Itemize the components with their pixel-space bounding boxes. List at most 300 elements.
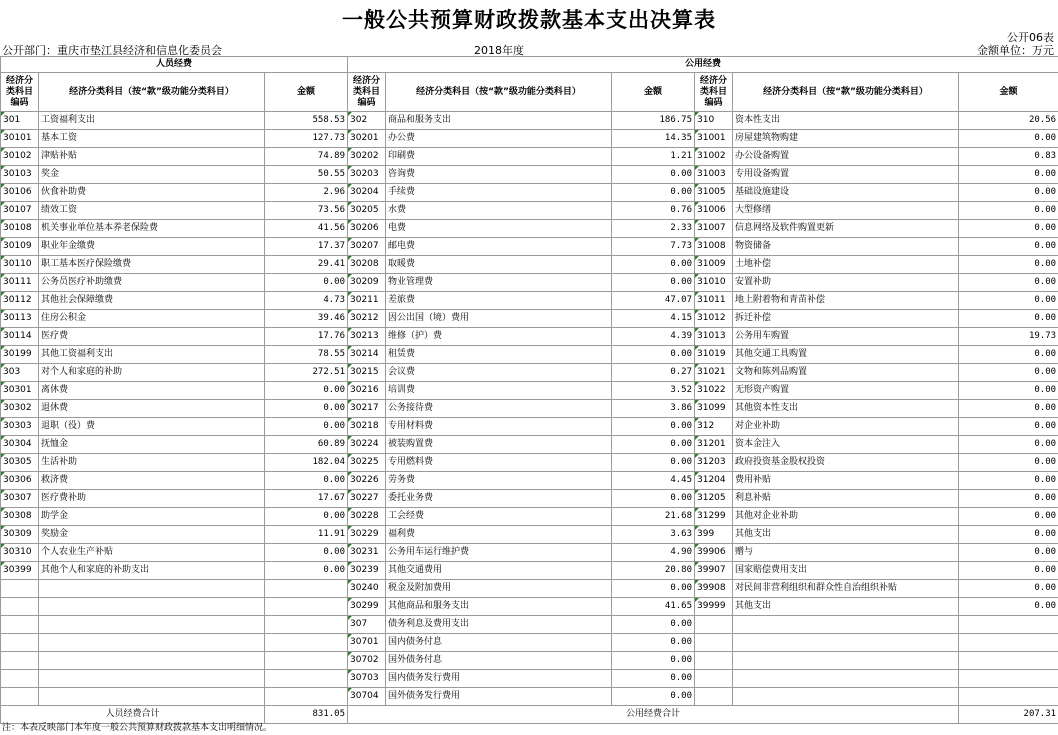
cell-name: 专用设备购置 (733, 166, 959, 184)
cell-name: 地上附着物和青苗补偿 (733, 292, 959, 310)
cell-name: 拆迁补偿 (733, 310, 959, 328)
cell-amount: 0.00 (265, 472, 348, 490)
year-label: 2018年度 (474, 44, 524, 57)
cell-name: 国内债务付息 (386, 634, 612, 652)
cell-amount: 17.76 (265, 328, 348, 346)
cell-code: 30399 (1, 562, 39, 580)
cell-name: 其他资本性支出 (733, 400, 959, 418)
cell-name: 债务利息及费用支出 (386, 616, 612, 634)
cell-name: 差旅费 (386, 292, 612, 310)
cell-name: 物资储备 (733, 238, 959, 256)
cell-amount: 0.00 (959, 526, 1058, 544)
header-amount: 金额 (612, 73, 695, 112)
cell-name: 大型修缮 (733, 202, 959, 220)
cell-amount: 0.00 (612, 184, 695, 202)
cell-code: 30240 (348, 580, 386, 598)
table-row (1, 418, 1058, 436)
cell-amount: 0.00 (959, 220, 1058, 238)
cell-name: 赠与 (733, 544, 959, 562)
cell-amount (265, 634, 348, 652)
cell-code: 30701 (348, 634, 386, 652)
table-row (1, 490, 1058, 508)
cell-amount: 60.89 (265, 436, 348, 454)
cell-code (695, 670, 733, 688)
header-name: 经济分类科目（按“款”级功能分类科目） (39, 73, 265, 112)
cell-amount (265, 580, 348, 598)
cell-code: 30302 (1, 400, 39, 418)
cell-amount: 0.00 (959, 166, 1058, 184)
cell-code (695, 652, 733, 670)
cell-amount: 0.00 (612, 166, 695, 184)
cell-code: 301 (1, 112, 39, 130)
cell-name: 手续费 (386, 184, 612, 202)
cell-code: 31003 (695, 166, 733, 184)
cell-amount: 0.00 (959, 436, 1058, 454)
cell-amount: 41.56 (265, 220, 348, 238)
cell-code: 30103 (1, 166, 39, 184)
cell-code: 30107 (1, 202, 39, 220)
cell-amount: 1.21 (612, 148, 695, 166)
cell-name: 绩效工资 (39, 202, 265, 220)
cell-code: 30215 (348, 364, 386, 382)
cell-code: 30239 (348, 562, 386, 580)
table-row (1, 274, 1058, 292)
cell-name: 其他对企业补助 (733, 508, 959, 526)
table-row (1, 598, 1058, 616)
cell-amount: 0.00 (959, 472, 1058, 490)
cell-name: 机关事业单位基本养老保险费 (39, 220, 265, 238)
table-row (1, 508, 1058, 526)
cell-amount: 17.37 (265, 238, 348, 256)
group-header-row (1, 57, 1058, 73)
table-row (1, 220, 1058, 238)
cell-amount: 0.00 (612, 634, 695, 652)
cell-code: 30212 (348, 310, 386, 328)
cell-name: 文物和陈列品购置 (733, 364, 959, 382)
cell-amount: 17.67 (265, 490, 348, 508)
cell-code: 30231 (348, 544, 386, 562)
cell-name: 政府投资基金股权投资 (733, 454, 959, 472)
cell-amount: 0.00 (959, 598, 1058, 616)
cell-name: 咨询费 (386, 166, 612, 184)
cell-amount: 11.91 (265, 526, 348, 544)
cell-code: 30227 (348, 490, 386, 508)
cell-amount: 21.68 (612, 508, 695, 526)
cell-name: 被装购置费 (386, 436, 612, 454)
cell-code: 30703 (348, 670, 386, 688)
cell-code (1, 670, 39, 688)
cell-code: 30306 (1, 472, 39, 490)
cell-name: 水费 (386, 202, 612, 220)
cell-amount (959, 616, 1058, 634)
cell-amount: 0.00 (265, 274, 348, 292)
header-amount: 金额 (959, 73, 1058, 112)
cell-code: 30113 (1, 310, 39, 328)
table-row (1, 328, 1058, 346)
cell-amount: 20.56 (959, 112, 1058, 130)
cell-amount: 0.00 (265, 544, 348, 562)
table-row (1, 238, 1058, 256)
table-row (1, 364, 1058, 382)
cell-amount: 0.00 (612, 454, 695, 472)
cell-name: 其他个人和家庭的补助支出 (39, 562, 265, 580)
cell-code: 31205 (695, 490, 733, 508)
cell-code: 39999 (695, 598, 733, 616)
cell-amount: 186.75 (612, 112, 695, 130)
cell-code: 30225 (348, 454, 386, 472)
cell-amount: 0.76 (612, 202, 695, 220)
cell-name: 无形资产购置 (733, 382, 959, 400)
cell-name: 国家赔偿费用支出 (733, 562, 959, 580)
cell-name (733, 670, 959, 688)
cell-name (39, 598, 265, 616)
table-number: 公开06表 (1007, 31, 1054, 44)
cell-name (733, 634, 959, 652)
cell-code: 31010 (695, 274, 733, 292)
cell-amount: 78.55 (265, 346, 348, 364)
cell-code (695, 634, 733, 652)
cell-code: 312 (695, 418, 733, 436)
page-title: 一般公共预算财政拨款基本支出决算表 (342, 8, 716, 32)
cell-code: 31203 (695, 454, 733, 472)
cell-name (39, 580, 265, 598)
cell-amount: 0.00 (959, 274, 1058, 292)
cell-code: 31011 (695, 292, 733, 310)
header-code: 经济分类科目编码 (1, 73, 39, 112)
cell-amount: 14.35 (612, 130, 695, 148)
cell-code: 30208 (348, 256, 386, 274)
cell-name: 伙食补助费 (39, 184, 265, 202)
cell-amount: 73.56 (265, 202, 348, 220)
cell-amount: 3.63 (612, 526, 695, 544)
cell-name: 助学金 (39, 508, 265, 526)
cell-amount: 0.00 (959, 130, 1058, 148)
cell-code: 30299 (348, 598, 386, 616)
footnote: 注：本表反映部门本年度一般公共预算财政拨款基本支出明细情况。 (2, 723, 273, 733)
cell-amount: 0.00 (959, 292, 1058, 310)
cell-name: 其他社会保障缴费 (39, 292, 265, 310)
cell-code: 30214 (348, 346, 386, 364)
cell-name (39, 652, 265, 670)
cell-name (733, 688, 959, 706)
cell-amount: 0.27 (612, 364, 695, 382)
cell-name: 公务接待费 (386, 400, 612, 418)
cell-name: 利息补贴 (733, 490, 959, 508)
cell-name: 救济费 (39, 472, 265, 490)
cell-amount (959, 688, 1058, 706)
cell-amount: 0.00 (265, 382, 348, 400)
cell-name: 其他商品和服务支出 (386, 598, 612, 616)
cell-amount: 3.86 (612, 400, 695, 418)
cell-code: 31022 (695, 382, 733, 400)
cell-name: 安置补助 (733, 274, 959, 292)
cell-name: 工资福利支出 (39, 112, 265, 130)
cell-amount: 0.00 (265, 508, 348, 526)
cell-name: 工会经费 (386, 508, 612, 526)
header-code: 经济分类科目编码 (695, 73, 733, 112)
cell-code: 30209 (348, 274, 386, 292)
cell-amount: 0.00 (612, 580, 695, 598)
cell-amount: 20.80 (612, 562, 695, 580)
column-header-row (1, 73, 1058, 112)
cell-name: 会议费 (386, 364, 612, 382)
cell-code: 39907 (695, 562, 733, 580)
cell-code: 31013 (695, 328, 733, 346)
table-row (1, 202, 1058, 220)
cell-name: 国内债务发行费用 (386, 670, 612, 688)
cell-amount: 4.90 (612, 544, 695, 562)
personnel-total-label: 人员经费合计 (1, 706, 265, 724)
cell-code: 31009 (695, 256, 733, 274)
cell-amount: 4.45 (612, 472, 695, 490)
cell-code: 31005 (695, 184, 733, 202)
cell-code: 31099 (695, 400, 733, 418)
cell-code (695, 616, 733, 634)
cell-amount: 4.15 (612, 310, 695, 328)
cell-amount: 0.00 (959, 256, 1058, 274)
cell-name: 委托业务费 (386, 490, 612, 508)
public-total-value: 207.31 (959, 706, 1058, 724)
cell-code: 31299 (695, 508, 733, 526)
cell-code: 30211 (348, 292, 386, 310)
cell-name: 国外债务发行费用 (386, 688, 612, 706)
cell-code: 30110 (1, 256, 39, 274)
table-row (1, 634, 1058, 652)
cell-amount: 0.00 (612, 652, 695, 670)
cell-code: 310 (695, 112, 733, 130)
cell-name: 租赁费 (386, 346, 612, 364)
header-name: 经济分类科目（按“款”级功能分类科目） (733, 73, 959, 112)
cell-code: 30213 (348, 328, 386, 346)
cell-name: 资本金注入 (733, 436, 959, 454)
cell-code: 30308 (1, 508, 39, 526)
cell-name: 住房公积金 (39, 310, 265, 328)
cell-name: 医疗费 (39, 328, 265, 346)
cell-name: 商品和服务支出 (386, 112, 612, 130)
personnel-total-value: 831.05 (265, 706, 348, 724)
cell-name: 劳务费 (386, 472, 612, 490)
table-row (1, 184, 1058, 202)
cell-code: 30304 (1, 436, 39, 454)
cell-name: 房屋建筑物购建 (733, 130, 959, 148)
department-label: 公开部门：重庆市垫江县经济和信息化委员会 (2, 44, 222, 57)
cell-name: 个人农业生产补贴 (39, 544, 265, 562)
cell-amount (265, 670, 348, 688)
cell-name: 医疗费补助 (39, 490, 265, 508)
table-row (1, 310, 1058, 328)
cell-code: 30228 (348, 508, 386, 526)
cell-amount: 0.00 (612, 256, 695, 274)
table-row (1, 670, 1058, 688)
cell-code: 30224 (348, 436, 386, 454)
table-row (1, 472, 1058, 490)
cell-code: 30702 (348, 652, 386, 670)
table-row (1, 400, 1058, 418)
table-row (1, 454, 1058, 472)
cell-code: 302 (348, 112, 386, 130)
cell-code: 30203 (348, 166, 386, 184)
cell-amount: 0.83 (959, 148, 1058, 166)
table-row (1, 580, 1058, 598)
cell-code: 30112 (1, 292, 39, 310)
cell-name: 办公费 (386, 130, 612, 148)
cell-name: 离休费 (39, 382, 265, 400)
cell-code (1, 634, 39, 652)
cell-amount: 0.00 (959, 454, 1058, 472)
table-row (1, 166, 1058, 184)
cell-amount: 0.00 (959, 580, 1058, 598)
cell-code: 30202 (348, 148, 386, 166)
cell-code: 30201 (348, 130, 386, 148)
cell-name: 其他工资福利支出 (39, 346, 265, 364)
cell-name (39, 670, 265, 688)
cell-code: 30217 (348, 400, 386, 418)
cell-code: 30303 (1, 418, 39, 436)
cell-amount (959, 652, 1058, 670)
cell-amount (959, 670, 1058, 688)
cell-name: 职工基本医疗保险缴费 (39, 256, 265, 274)
cell-code: 30108 (1, 220, 39, 238)
group-personnel: 人员经费 (1, 57, 348, 73)
cell-name: 福利费 (386, 526, 612, 544)
table-row (1, 382, 1058, 400)
expenditure-table (0, 56, 1058, 724)
cell-code: 399 (695, 526, 733, 544)
cell-amount: 4.73 (265, 292, 348, 310)
cell-code: 30704 (348, 688, 386, 706)
cell-code: 30307 (1, 490, 39, 508)
table-row (1, 526, 1058, 544)
cell-code (1, 616, 39, 634)
cell-name: 退休费 (39, 400, 265, 418)
cell-name (39, 634, 265, 652)
cell-code: 39908 (695, 580, 733, 598)
cell-code: 30102 (1, 148, 39, 166)
cell-amount: 2.96 (265, 184, 348, 202)
table-row (1, 292, 1058, 310)
cell-code: 31201 (695, 436, 733, 454)
public-total-label: 公用经费合计 (348, 706, 959, 724)
cell-amount: 3.52 (612, 382, 695, 400)
cell-amount: 0.00 (612, 688, 695, 706)
cell-amount: 47.07 (612, 292, 695, 310)
cell-code: 31021 (695, 364, 733, 382)
cell-code: 31002 (695, 148, 733, 166)
cell-name: 物业管理费 (386, 274, 612, 292)
cell-amount: 0.00 (959, 508, 1058, 526)
cell-amount: 0.00 (959, 184, 1058, 202)
cell-code: 31008 (695, 238, 733, 256)
cell-code: 31204 (695, 472, 733, 490)
cell-name: 税金及附加费用 (386, 580, 612, 598)
table-row (1, 562, 1058, 580)
cell-code: 30114 (1, 328, 39, 346)
cell-name: 公务员医疗补助缴费 (39, 274, 265, 292)
cell-amount: 0.00 (265, 400, 348, 418)
cell-amount: 0.00 (959, 382, 1058, 400)
cell-name: 基础设施建设 (733, 184, 959, 202)
cell-name: 抚恤金 (39, 436, 265, 454)
cell-code: 31012 (695, 310, 733, 328)
cell-code: 31019 (695, 346, 733, 364)
cell-name: 奖金 (39, 166, 265, 184)
cell-code: 31007 (695, 220, 733, 238)
table-row (1, 346, 1058, 364)
cell-amount: 127.73 (265, 130, 348, 148)
cell-name: 费用补贴 (733, 472, 959, 490)
header-name: 经济分类科目（按“款”级功能分类科目） (386, 73, 612, 112)
cell-amount: 0.00 (265, 562, 348, 580)
cell-code: 30216 (348, 382, 386, 400)
cell-amount: 0.00 (612, 274, 695, 292)
cell-amount: 0.00 (959, 490, 1058, 508)
cell-amount: 0.00 (612, 616, 695, 634)
cell-code: 30111 (1, 274, 39, 292)
cell-amount: 4.39 (612, 328, 695, 346)
cell-amount: 0.00 (612, 670, 695, 688)
cell-name: 生活补助 (39, 454, 265, 472)
cell-name (39, 616, 265, 634)
cell-name: 信息网络及软件购置更新 (733, 220, 959, 238)
cell-name: 对个人和家庭的补助 (39, 364, 265, 382)
cell-name: 奖励金 (39, 526, 265, 544)
cell-amount (265, 616, 348, 634)
cell-amount: 0.00 (265, 418, 348, 436)
cell-amount: 0.00 (612, 346, 695, 364)
cell-code: 30206 (348, 220, 386, 238)
cell-code: 30218 (348, 418, 386, 436)
unit-label: 金额单位：万元 (977, 44, 1054, 57)
cell-amount: 7.73 (612, 238, 695, 256)
cell-name: 国外债务付息 (386, 652, 612, 670)
cell-amount: 0.00 (959, 202, 1058, 220)
cell-amount: 19.73 (959, 328, 1058, 346)
cell-code: 30226 (348, 472, 386, 490)
cell-name: 电费 (386, 220, 612, 238)
cell-name: 津贴补贴 (39, 148, 265, 166)
table-row (1, 130, 1058, 148)
header-code: 经济分类科目编码 (348, 73, 386, 112)
cell-amount (265, 652, 348, 670)
cell-name: 土地补偿 (733, 256, 959, 274)
cell-name (733, 652, 959, 670)
cell-name: 其他支出 (733, 526, 959, 544)
cell-code: 30229 (348, 526, 386, 544)
cell-amount: 0.00 (959, 310, 1058, 328)
cell-name: 对民间非营利组织和群众性自治组织补贴 (733, 580, 959, 598)
cell-amount (959, 634, 1058, 652)
cell-amount (265, 598, 348, 616)
cell-code: 31006 (695, 202, 733, 220)
cell-amount: 0.00 (959, 346, 1058, 364)
cell-amount: 182.04 (265, 454, 348, 472)
cell-name: 对企业补助 (733, 418, 959, 436)
cell-amount: 74.89 (265, 148, 348, 166)
cell-code: 30204 (348, 184, 386, 202)
cell-name: 公务用车运行维护费 (386, 544, 612, 562)
cell-code: 30305 (1, 454, 39, 472)
cell-code: 39906 (695, 544, 733, 562)
cell-amount: 558.53 (265, 112, 348, 130)
cell-name: 取暖费 (386, 256, 612, 274)
cell-name: 其他支出 (733, 598, 959, 616)
cell-amount: 0.00 (959, 418, 1058, 436)
cell-name: 培训费 (386, 382, 612, 400)
table-row (1, 112, 1058, 130)
cell-amount (265, 688, 348, 706)
cell-name: 办公设备购置 (733, 148, 959, 166)
cell-name: 基本工资 (39, 130, 265, 148)
